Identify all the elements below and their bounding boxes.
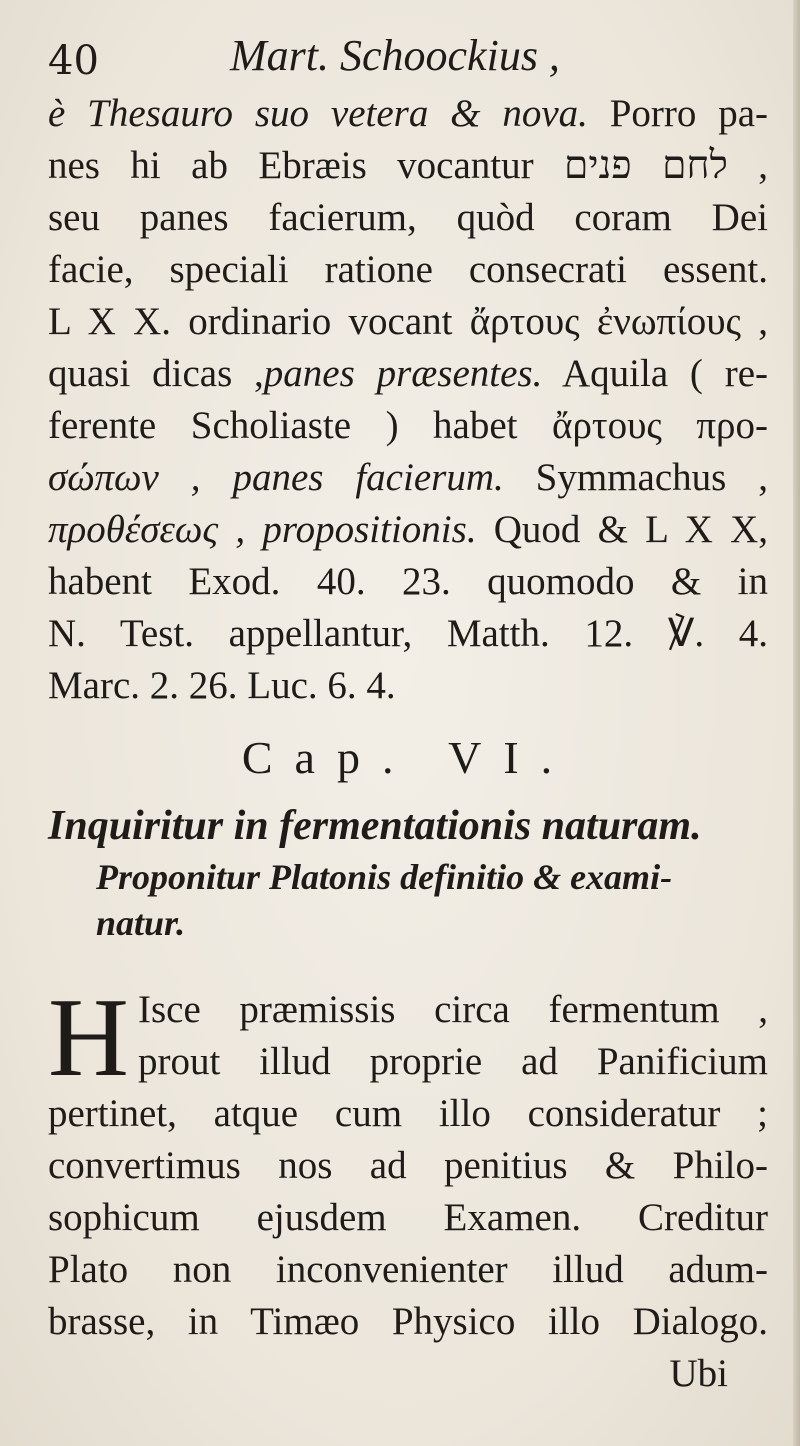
chapter-title-line-2: Proponitur Platonis definitio & exami- xyxy=(96,857,673,897)
text-line-1-roman: Porro pa- xyxy=(587,92,768,135)
text-line-9-italic: propositionis. xyxy=(262,508,477,551)
text-line-8-c: Symmachus , xyxy=(503,456,768,499)
paragraph-line-7: brasse, in Timæo Physico illo Dialogo. xyxy=(48,1300,768,1343)
page-body xyxy=(48,88,768,1400)
paragraph-line-3: pertinet, atque cum illo consideratur ; xyxy=(48,1092,768,1135)
text-line-6-c: Aquila ( re- xyxy=(542,352,768,395)
paragraph-line-1: Isce præmissis circa fermentum , xyxy=(138,988,768,1031)
text-line-10: habent Exod. 40. 23. quomodo & in xyxy=(48,560,768,603)
drop-cap: H xyxy=(48,976,129,1100)
text-line-11: N. Test. appellantur, Matth. 12. ℣. 4. xyxy=(48,612,768,655)
text-line-1-italic: è Thesauro suo vetera & nova. xyxy=(48,92,588,135)
text-line-4: facie, speciali ratione consecrati essent. xyxy=(48,248,768,291)
page-header xyxy=(48,30,748,90)
text-line-12: Marc. 2. 26. Luc. 6. 4. xyxy=(48,664,396,707)
chapter-title-line-3: natur. xyxy=(96,903,186,943)
text-line-8 xyxy=(48,452,768,504)
spacer xyxy=(48,946,768,984)
text-line-1 xyxy=(48,88,768,140)
text-line-8-greek: σώπων , xyxy=(48,456,233,499)
running-head: Mart. Schoockius , xyxy=(230,31,560,80)
text-line-6 xyxy=(48,348,768,400)
paragraph-line-5: sophicum ejusdem Examen. Creditur xyxy=(48,1196,768,1239)
text-line-6-a: quasi dicas , xyxy=(48,352,264,395)
chapter-title-line-1: Inquiritur in fermentationis naturam. xyxy=(48,803,702,849)
text-line-7: ferente Scholiaste ) habet ἄρτους προ- xyxy=(48,404,768,447)
catchword: Ubi xyxy=(669,1352,728,1395)
text-line-2: nes hi ab Ebræis vocantur לחם פנים , xyxy=(48,144,768,187)
chapter-heading: Cap. VI. xyxy=(241,732,575,783)
text-line-8-italic: panes facierum. xyxy=(232,456,504,499)
text-line-5: L X X. ordinario vocant ἄρτους ἐνωπίους , xyxy=(48,300,768,343)
text-line-9-c: Quod & L X X, xyxy=(476,508,768,551)
page-number: 40 xyxy=(48,38,99,84)
text-line-3: seu panes facierum, quòd coram Dei xyxy=(48,196,768,239)
text-line-9-greek: προθέσεως , xyxy=(48,508,263,551)
page-edge xyxy=(793,0,800,1446)
text-line-6-italic: panes præsentes. xyxy=(263,352,543,395)
paragraph-line-2: prout illud proprie ad Panificium xyxy=(138,1040,768,1083)
paragraph-line-4: convertimus nos ad penitius & Philo- xyxy=(48,1144,768,1187)
paragraph xyxy=(48,976,768,1400)
paragraph-line-6: Plato non inconvenienter illud adum- xyxy=(48,1248,768,1291)
text-line-9 xyxy=(48,504,768,556)
